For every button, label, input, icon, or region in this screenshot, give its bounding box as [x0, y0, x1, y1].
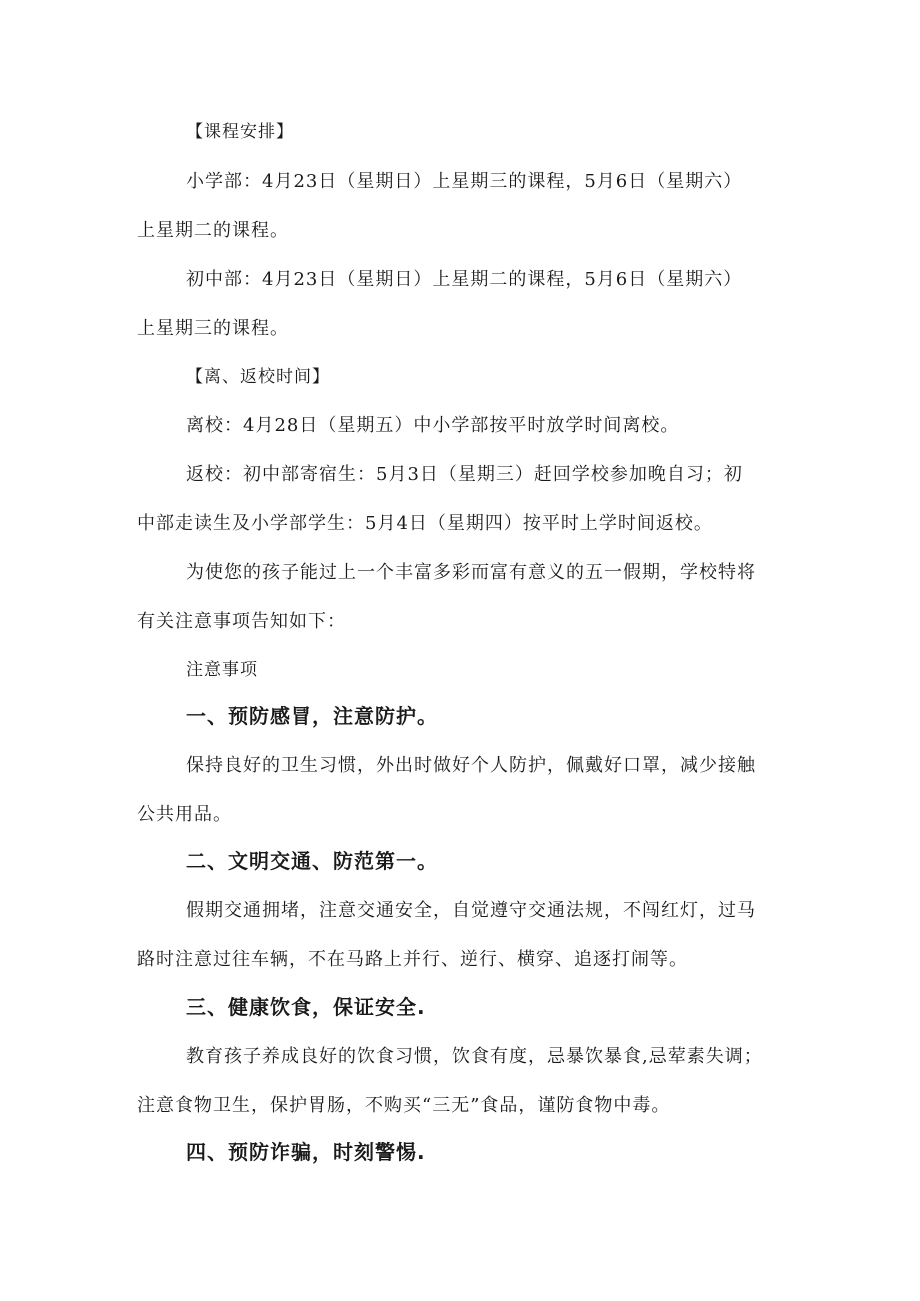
primary-schedule-line-1: 小学部：4月23日（星期日）上星期三的课程，5月6日（星期六）: [186, 171, 743, 192]
section-1-heading: 一、预防感冒，注意防护。: [186, 704, 438, 728]
section-4-heading: 四、预防诈骗，时刻警惕.: [186, 1140, 426, 1164]
leave-return-heading: 【离、返校时间】: [186, 367, 330, 387]
leave-school-line: 离校：4月28日（星期五）中小学部按平时放学时间离校。: [186, 415, 680, 436]
section-2-line-2: 路时注意过往车辆，不在马路上并行、逆行、横穿、追逐打闹等。: [137, 949, 688, 970]
course-heading: 【课程安排】: [186, 122, 294, 142]
section-3-line-2: 注意食物卫生，保护胃肠，不购买“三无”食品，谨防食物中毒。: [137, 1095, 671, 1116]
return-school-line-1: 返校：初中部寄宿生：5月3日（星期三）赶回学校参加晚自习；初: [186, 464, 743, 485]
junior-schedule-line-2: 上星期三的课程。: [137, 318, 289, 339]
section-2-heading: 二、文明交通、防范第一。: [186, 849, 438, 873]
junior-schedule-line-1: 初中部：4月23日（星期日）上星期二的课程，5月6日（星期六）: [186, 269, 743, 290]
section-2-line-1: 假期交通拥堵，注意交通安全，自觉遵守交通法规，不闯红灯，过马: [186, 900, 756, 921]
intro-line-1: 为使您的孩子能过上一个丰富多彩而富有意义的五一假期，学校特将: [186, 562, 756, 583]
intro-line-2: 有关注意事项告知如下：: [137, 611, 346, 632]
primary-schedule-line-2: 上星期二的课程。: [137, 220, 289, 241]
section-3-heading: 三、健康饮食，保证安全.: [186, 995, 426, 1019]
section-3-line-1: 教育孩子养成良好的饮食习惯，饮食有度，忌暴饮暴食,忌荤素失调；: [186, 1046, 763, 1067]
section-1-line-2: 公共用品。: [137, 804, 232, 825]
section-1-line-1: 保持良好的卫生习惯，外出时做好个人防护，佩戴好口罩，减少接触: [186, 755, 756, 776]
return-school-line-2: 中部走读生及小学部学生：5月4日（星期四）按平时上学时间返校。: [137, 513, 713, 534]
notes-title: 注意事项: [186, 660, 258, 680]
